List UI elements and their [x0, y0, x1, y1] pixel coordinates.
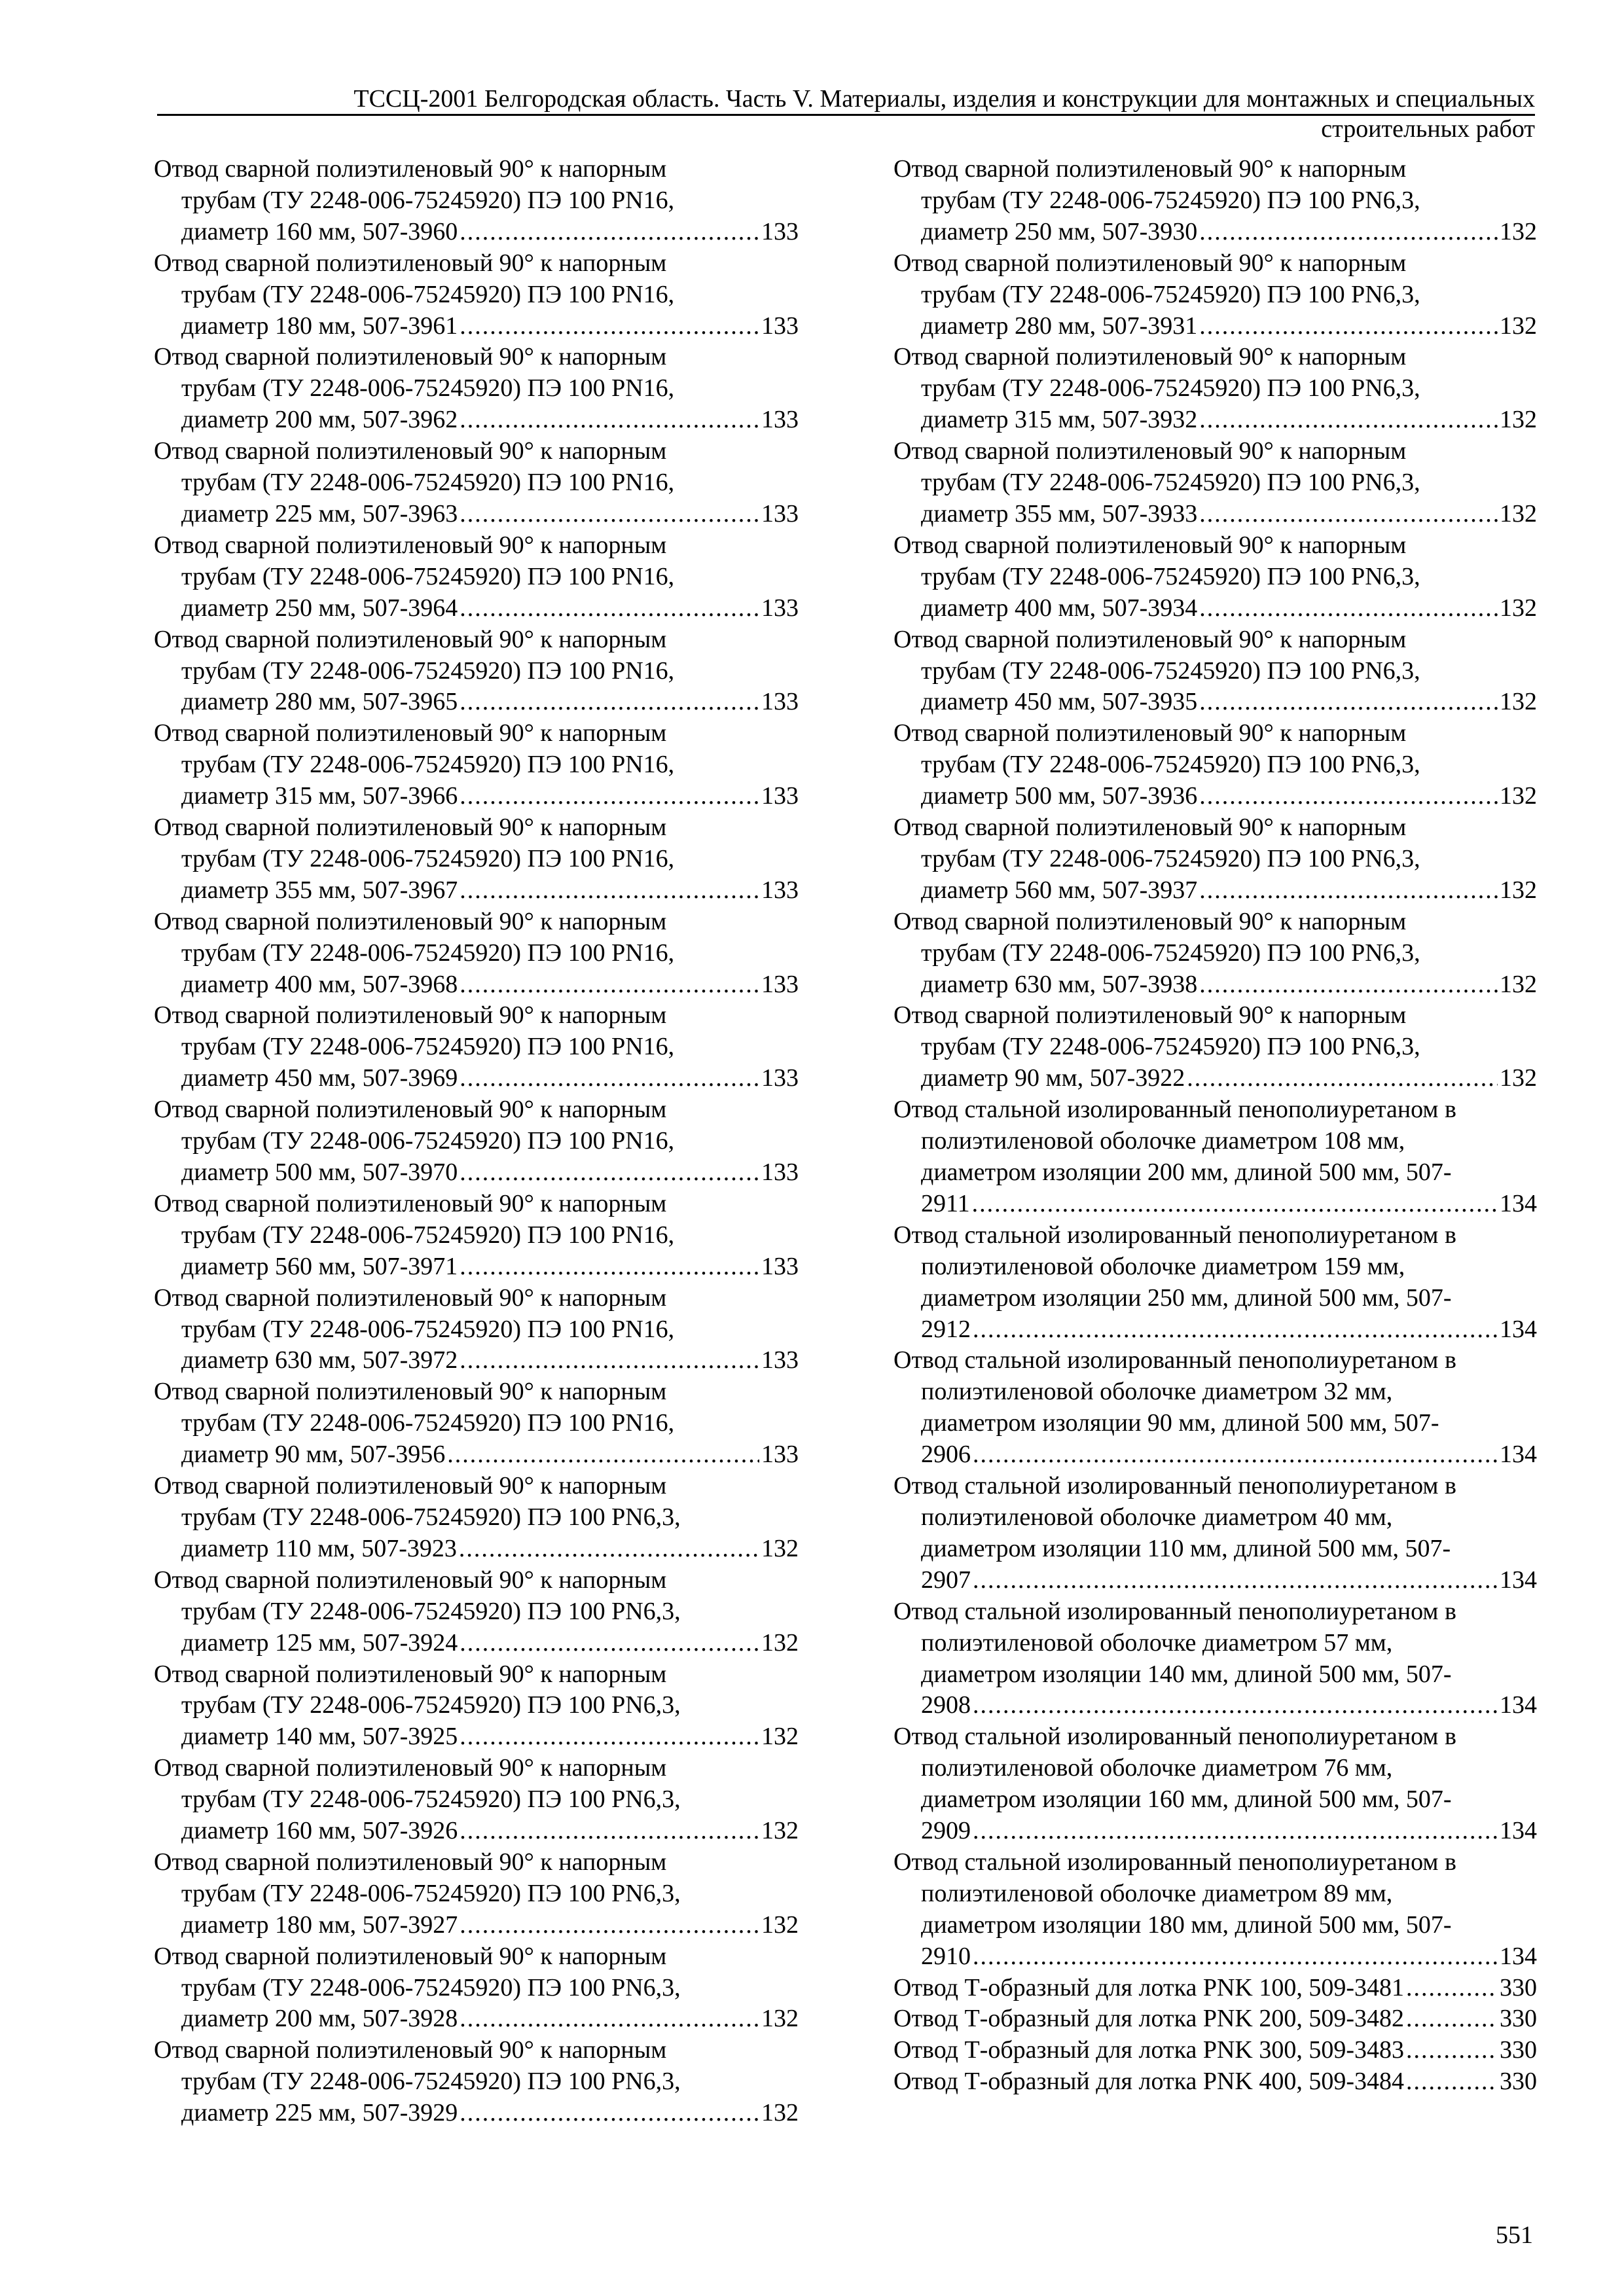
index-entry [893, 154, 1537, 248]
entry-final-text: диаметр 630 мм, 507-3972 [181, 1346, 458, 1374]
index-entry [154, 1094, 799, 1189]
index-entry [893, 1721, 1537, 1847]
entry-final-text: 2907 [921, 1566, 971, 1594]
entry-text-line: диаметром изоляции 110 мм, длиной 500 мм, 507- [921, 1534, 1451, 1562]
entry-text-line: Отвод стальной изолированный пенополиуретаном в [893, 1221, 1456, 1249]
entry-final-text: диаметр 355 мм, 507-3967 [181, 876, 458, 904]
entry-text-line: трубам (ТУ 2248-006-75245920) ПЭ 100 PN16, [181, 469, 675, 497]
index-entry [893, 2066, 1537, 2098]
index-entry [893, 1094, 1537, 1220]
entry-text-line: трубам (ТУ 2248-006-75245920) ПЭ 100 PN6,3, [921, 280, 1420, 308]
entry-page-ref: 134 [1500, 1691, 1537, 1719]
entry-text-line: трубам (ТУ 2248-006-75245920) ПЭ 100 PN16, [181, 844, 675, 872]
entry-final-text: диаметр 450 мм, 507-3969 [181, 1064, 458, 1092]
entry-text-line: Отвод сварной полиэтиленовый 90° к напорным [154, 625, 667, 653]
entry-text-line: Отвод стальной изолированный пенополиуретаном в [893, 1472, 1456, 1500]
entry-text-line: полиэтиленовой оболочке диаметром 89 мм, [921, 1879, 1393, 1907]
entry-text-line: Отвод сварной полиэтиленовый 90° к напорным [893, 719, 1407, 747]
dot-leader [460, 311, 759, 342]
entry-page-ref: 134 [1500, 1566, 1537, 1594]
entry-text-line: трубам (ТУ 2248-006-75245920) ПЭ 100 PN16, [181, 1127, 675, 1155]
index-column-left [154, 154, 799, 2129]
entry-page-ref: 133 [761, 217, 799, 245]
dot-leader [460, 781, 759, 812]
dot-leader [1406, 2066, 1498, 2098]
entry-last-line [893, 1690, 1537, 1721]
entry-page-ref: 132 [1500, 312, 1537, 340]
dot-leader [973, 1314, 1498, 1346]
entry-page-ref: 132 [1500, 406, 1537, 434]
entry-text-line: Отвод сварной полиэтиленовый 90° к напорным [154, 1848, 667, 1876]
dot-leader [460, 1816, 759, 1847]
entry-final-text: диаметр 140 мм, 507-3925 [181, 1723, 458, 1751]
entry-text-line: трубам (ТУ 2248-006-75245920) ПЭ 100 PN6,3, [181, 1785, 681, 1814]
entry-last-line [154, 1816, 799, 1847]
entry-text-line: полиэтиленовой оболочке диаметром 159 мм, [921, 1252, 1405, 1280]
header-title-line2: строительных работ [1321, 115, 1535, 143]
dot-leader [1199, 311, 1498, 342]
entry-text-line: Отвод сварной полиэтиленовый 90° к напорным [893, 437, 1407, 465]
entry-text-line: диаметром изоляции 160 мм, длиной 500 мм, 507- [921, 1785, 1452, 1814]
index-entry [893, 2035, 1537, 2066]
entry-text-line: Отвод сварной полиэтиленовый 90° к напорным [154, 719, 667, 747]
entry-last-line [893, 1973, 1537, 2004]
index-entry [893, 812, 1537, 906]
entry-text-line: трубам (ТУ 2248-006-75245920) ПЭ 100 PN6,3, [181, 2068, 681, 2096]
dot-leader [972, 1189, 1498, 1220]
entry-last-line [893, 1565, 1537, 1596]
entry-text-line: трубам (ТУ 2248-006-75245920) ПЭ 100 PN6,3, [921, 844, 1420, 872]
entry-text-line: Отвод сварной полиэтиленовый 90° к напорным [893, 1001, 1407, 1030]
dot-leader [1406, 2003, 1498, 2035]
entry-final-text: диаметр 110 мм, 507-3923 [181, 1534, 457, 1562]
entry-text-line: трубам (ТУ 2248-006-75245920) ПЭ 100 PN6,3, [921, 374, 1420, 403]
index-entry [154, 812, 799, 906]
entry-page-ref: 133 [761, 312, 799, 340]
index-entry [893, 530, 1537, 624]
entry-text-line: Отвод сварной полиэтиленовый 90° к напорным [154, 1660, 667, 1688]
index-entry [154, 1659, 799, 1753]
entry-final-text: диаметр 630 мм, 507-3938 [921, 970, 1198, 998]
entry-text-line: трубам (ТУ 2248-006-75245920) ПЭ 100 PN16, [181, 280, 675, 308]
entry-text-line: Отвод сварной полиэтиленовый 90° к напорным [154, 814, 667, 842]
entry-text-line: диаметром изоляции 180 мм, длиной 500 мм, 507- [921, 1910, 1452, 1939]
entry-final-text: диаметр 315 мм, 507-3932 [921, 406, 1198, 434]
dot-leader [460, 217, 759, 248]
entry-last-line [893, 2066, 1537, 2098]
entry-page-ref: 132 [761, 2099, 799, 2127]
entry-text-line: Отвод сварной полиэтиленовый 90° к напорным [893, 531, 1407, 559]
header-title-line1: ТССЦ-2001 Белгородская область. Часть V. Материалы, изделия и конструкции для монтажных и специальных [353, 85, 1535, 113]
index-entry [154, 154, 799, 248]
entry-page-ref: 133 [761, 406, 799, 434]
entry-last-line [154, 1628, 799, 1659]
dot-leader [460, 875, 759, 906]
entry-text-line: трубам (ТУ 2248-006-75245920) ПЭ 100 PN6,3, [181, 1597, 681, 1625]
entry-final-text: диаметр 160 мм, 507-3960 [181, 217, 458, 245]
index-entry [893, 906, 1537, 1001]
entry-page-ref: 132 [1500, 217, 1537, 245]
entry-page-ref: 133 [761, 1441, 799, 1469]
entry-last-line [154, 2098, 799, 2129]
entry-last-line [893, 1189, 1537, 1220]
entry-last-line [893, 781, 1537, 812]
entry-final-text: 2906 [921, 1441, 971, 1469]
entry-text-line: трубам (ТУ 2248-006-75245920) ПЭ 100 PN6,3, [921, 939, 1420, 967]
index-entry [893, 718, 1537, 812]
dot-leader [459, 1534, 759, 1565]
index-entry [154, 1753, 799, 1847]
index-entry [893, 342, 1537, 436]
entry-text-line: полиэтиленовой оболочке диаметром 76 мм, [921, 1754, 1393, 1782]
entry-page-ref: 133 [761, 782, 799, 810]
entry-page-ref: 133 [761, 688, 799, 716]
dot-leader [460, 1628, 759, 1659]
entry-text-line: трубам (ТУ 2248-006-75245920) ПЭ 100 PN16, [181, 751, 675, 779]
entry-text-line: трубам (ТУ 2248-006-75245920) ПЭ 100 PN6,3, [181, 1691, 681, 1719]
index-entry [154, 248, 799, 342]
entry-page-ref: 132 [1500, 594, 1537, 622]
dot-leader [1199, 593, 1498, 624]
entry-text-line: трубам (ТУ 2248-006-75245920) ПЭ 100 PN16, [181, 1033, 675, 1061]
entry-last-line [893, 404, 1537, 436]
entry-text-line: диаметром изоляции 90 мм, длиной 500 мм, 507- [921, 1409, 1439, 1437]
entry-page-ref: 132 [761, 1628, 799, 1657]
index-entry [154, 1189, 799, 1283]
entry-last-line [154, 1157, 799, 1189]
index-entry [893, 1471, 1537, 1596]
entry-last-line [154, 781, 799, 812]
entry-text-line: трубам (ТУ 2248-006-75245920) ПЭ 100 PN6,3, [921, 186, 1420, 214]
entry-page-ref: 132 [1500, 499, 1537, 528]
entry-text-line: Отвод сварной полиэтиленовый 90° к напорным [893, 625, 1407, 653]
entry-last-line [154, 311, 799, 342]
dot-leader [460, 1910, 759, 1941]
entry-final-text: 2911 [921, 1189, 970, 1217]
entry-text-line: Отвод сварной полиэтиленовый 90° к напорным [893, 249, 1407, 277]
entry-final-text: диаметр 125 мм, 507-3924 [181, 1628, 458, 1657]
dot-leader [1199, 499, 1498, 530]
index-entry [893, 1973, 1537, 2004]
dot-leader [460, 404, 759, 436]
entry-text-line: диаметром изоляции 250 мм, длиной 500 мм, 507- [921, 1283, 1452, 1312]
index-entry [893, 1847, 1537, 1973]
entry-final-text: диаметр 250 мм, 507-3930 [921, 217, 1198, 245]
entry-final-text: диаметр 560 мм, 507-3971 [181, 1252, 458, 1280]
entry-final-text: Отвод Т-образный для лотка PNK 300, 509-3483 [893, 2036, 1405, 2064]
index-entry [893, 1000, 1537, 1094]
entry-text-line: трубам (ТУ 2248-006-75245920) ПЭ 100 PN16, [181, 1409, 675, 1437]
entry-last-line [154, 687, 799, 718]
entry-page-ref: 132 [761, 1723, 799, 1751]
entry-last-line [154, 404, 799, 436]
entry-text-line: трубам (ТУ 2248-006-75245920) ПЭ 100 PN6,3, [181, 1973, 681, 2001]
entry-last-line [154, 499, 799, 530]
index-entry [893, 436, 1537, 530]
dot-leader [460, 1251, 759, 1283]
dot-leader [460, 687, 759, 718]
entry-page-ref: 133 [761, 1064, 799, 1092]
entry-text-line: Отвод сварной полиэтиленовый 90° к напорным [154, 531, 667, 559]
entry-last-line [154, 1910, 799, 1941]
dot-leader [1199, 969, 1498, 1001]
dot-leader [1199, 217, 1498, 248]
dot-leader [447, 1439, 759, 1471]
entry-text-line: трубам (ТУ 2248-006-75245920) ПЭ 100 PN16, [181, 656, 675, 685]
index-entry [154, 1000, 799, 1094]
entry-last-line [893, 593, 1537, 624]
entry-page-ref: 132 [761, 2005, 799, 2033]
dot-leader [973, 1941, 1498, 1973]
index-entry [154, 342, 799, 436]
entry-last-line [154, 1439, 799, 1471]
entry-text-line: диаметром изоляции 200 мм, длиной 500 мм, 507- [921, 1158, 1452, 1186]
entry-final-text: диаметр 560 мм, 507-3937 [921, 876, 1198, 904]
entry-text-line: Отвод стальной изолированный пенополиуретаном в [893, 1096, 1456, 1124]
entry-final-text: диаметр 225 мм, 507-3929 [181, 2099, 458, 2127]
entry-final-text: диаметр 90 мм, 507-3956 [181, 1441, 446, 1469]
entry-last-line [893, 2003, 1537, 2035]
entry-final-text: диаметр 160 мм, 507-3926 [181, 1817, 458, 1845]
entry-final-text: диаметр 500 мм, 507-3936 [921, 782, 1198, 810]
entry-text-line: диаметром изоляции 140 мм, длиной 500 мм, 507- [921, 1660, 1452, 1688]
dot-leader [460, 1063, 759, 1094]
entry-last-line [154, 593, 799, 624]
entry-text-line: полиэтиленовой оболочке диаметром 57 мм, [921, 1628, 1393, 1657]
entry-last-line [154, 1721, 799, 1753]
entry-page-ref: 132 [761, 1534, 799, 1562]
entry-text-line: трубам (ТУ 2248-006-75245920) ПЭ 100 PN6,3, [921, 1033, 1420, 1061]
entry-final-text: диаметр 200 мм, 507-3962 [181, 406, 458, 434]
entry-page-ref: 330 [1500, 2005, 1537, 2033]
entry-final-text: диаметр 280 мм, 507-3931 [921, 312, 1198, 340]
dot-leader [460, 969, 759, 1001]
entry-final-text: 2912 [921, 1315, 971, 1343]
index-entry [154, 436, 799, 530]
index-entry [893, 1220, 1537, 1346]
entry-last-line [154, 1063, 799, 1094]
entry-final-text: диаметр 180 мм, 507-3961 [181, 312, 458, 340]
entry-final-text: 2910 [921, 1942, 971, 1970]
entry-page-ref: 132 [1500, 782, 1537, 810]
dot-leader [460, 1721, 759, 1753]
dot-leader [1406, 1973, 1498, 2004]
entry-text-line: трубам (ТУ 2248-006-75245920) ПЭ 100 PN16, [181, 1315, 675, 1343]
dot-leader [1199, 687, 1498, 718]
dot-leader [460, 2003, 759, 2035]
entry-text-line: Отвод сварной полиэтиленовый 90° к напорным [154, 2036, 667, 2064]
entry-page-ref: 132 [1500, 970, 1537, 998]
entry-page-ref: 133 [761, 594, 799, 622]
entry-final-text: 2909 [921, 1817, 971, 1845]
entry-last-line [893, 687, 1537, 718]
entry-last-line [154, 2003, 799, 2035]
entry-last-line [893, 969, 1537, 1001]
index-column-right [893, 154, 1537, 2098]
index-entry [154, 624, 799, 719]
index-entry [893, 1345, 1537, 1471]
entry-text-line: Отвод сварной полиэтиленовый 90° к напорным [893, 907, 1407, 935]
index-entry [893, 2003, 1537, 2035]
entry-page-ref: 132 [1500, 876, 1537, 904]
entry-text-line: трубам (ТУ 2248-006-75245920) ПЭ 100 PN6,3, [181, 1879, 681, 1907]
dot-leader [460, 499, 759, 530]
entry-last-line [154, 1534, 799, 1565]
entry-text-line: трубам (ТУ 2248-006-75245920) ПЭ 100 PN6,3, [921, 751, 1420, 779]
entry-page-ref: 132 [761, 1910, 799, 1939]
entry-page-ref: 134 [1500, 1817, 1537, 1845]
entry-final-text: диаметр 250 мм, 507-3964 [181, 594, 458, 622]
dot-leader [973, 1816, 1498, 1847]
entry-last-line [893, 217, 1537, 248]
entry-text-line: полиэтиленовой оболочке диаметром 32 мм, [921, 1378, 1393, 1406]
entry-page-ref: 132 [1500, 688, 1537, 716]
entry-page-ref: 330 [1500, 1973, 1537, 2001]
entry-final-text: диаметр 225 мм, 507-3963 [181, 499, 458, 528]
entry-text-line: Отвод сварной полиэтиленовый 90° к напорным [154, 1001, 667, 1030]
entry-final-text: диаметр 280 мм, 507-3965 [181, 688, 458, 716]
entry-text-line: Отвод сварной полиэтиленовый 90° к напорным [154, 1942, 667, 1970]
entry-page-ref: 330 [1500, 2036, 1537, 2064]
entry-last-line [893, 1314, 1537, 1346]
dot-leader [973, 1565, 1498, 1596]
entry-final-text: диаметр 315 мм, 507-3966 [181, 782, 458, 810]
index-entry [154, 1941, 799, 2036]
entry-last-line [154, 875, 799, 906]
entry-text-line: Отвод сварной полиэтиленовый 90° к напорным [154, 1096, 667, 1124]
entry-page-ref: 132 [761, 1817, 799, 1845]
index-entry [893, 248, 1537, 342]
entry-text-line: Отвод сварной полиэтиленовый 90° к напорным [154, 437, 667, 465]
entry-text-line: трубам (ТУ 2248-006-75245920) ПЭ 100 PN6,3, [181, 1503, 681, 1531]
entry-text-line: полиэтиленовой оболочке диаметром 40 мм, [921, 1503, 1393, 1531]
entry-final-text: диаметр 500 мм, 507-3970 [181, 1158, 458, 1186]
entry-page-ref: 134 [1500, 1315, 1537, 1343]
entry-last-line [893, 499, 1537, 530]
entry-last-line [893, 1816, 1537, 1847]
entry-last-line [893, 1439, 1537, 1471]
entry-text-line: Отвод сварной полиэтиленовый 90° к напорным [154, 343, 667, 371]
entry-page-ref: 133 [761, 1346, 799, 1374]
dot-leader [973, 1439, 1498, 1471]
index-entry [154, 2035, 799, 2129]
entry-page-ref: 132 [1500, 1064, 1537, 1092]
entry-text-line: Отвод сварной полиэтиленовый 90° к напорным [154, 249, 667, 277]
entry-page-ref: 133 [761, 970, 799, 998]
dot-leader [1199, 404, 1498, 436]
index-entry [154, 1565, 799, 1659]
index-entry [154, 1283, 799, 1377]
dot-leader [460, 1157, 759, 1189]
dot-leader [1406, 2035, 1498, 2066]
entry-text-line: трубам (ТУ 2248-006-75245920) ПЭ 100 PN16, [181, 562, 675, 590]
entry-page-ref: 133 [761, 1158, 799, 1186]
entry-text-line: Отвод сварной полиэтиленовый 90° к напорным [154, 1472, 667, 1500]
entry-page-ref: 133 [761, 1252, 799, 1280]
entry-final-text: диаметр 180 мм, 507-3927 [181, 1910, 458, 1939]
entry-final-text: Отвод Т-образный для лотка PNK 100, 509-3481 [893, 1973, 1405, 2001]
entry-page-ref: 134 [1500, 1189, 1537, 1217]
entry-text-line: трубам (ТУ 2248-006-75245920) ПЭ 100 PN6,3, [921, 469, 1420, 497]
entry-page-ref: 133 [761, 876, 799, 904]
entry-text-line: Отвод сварной полиэтиленовый 90° к напорным [893, 343, 1407, 371]
entry-page-ref: 134 [1500, 1942, 1537, 1970]
entry-text-line: трубам (ТУ 2248-006-75245920) ПЭ 100 PN6,3, [921, 562, 1420, 590]
index-entry [893, 1596, 1537, 1722]
entry-text-line: полиэтиленовой оболочке диаметром 108 мм, [921, 1127, 1405, 1155]
entry-final-text: диаметр 90 мм, 507-3922 [921, 1064, 1185, 1092]
entry-text-line: Отвод сварной полиэтиленовый 90° к напорным [154, 155, 667, 183]
entry-text-line: трубам (ТУ 2248-006-75245920) ПЭ 100 PN16, [181, 374, 675, 403]
running-header [157, 84, 1535, 143]
entry-final-text: диаметр 200 мм, 507-3928 [181, 2005, 458, 2033]
entry-text-line: трубам (ТУ 2248-006-75245920) ПЭ 100 PN16, [181, 186, 675, 214]
entry-final-text: Отвод Т-образный для лотка PNK 400, 509-3484 [893, 2068, 1405, 2096]
entry-text-line: Отвод сварной полиэтиленовый 90° к напорным [154, 1189, 667, 1217]
entry-last-line [893, 2035, 1537, 2066]
dot-leader [1199, 875, 1498, 906]
dot-leader [1187, 1063, 1498, 1094]
entry-page-ref: 133 [761, 499, 799, 528]
entry-final-text: диаметр 400 мм, 507-3934 [921, 594, 1198, 622]
entry-last-line [154, 969, 799, 1001]
entry-text-line: Отвод сварной полиэтиленовый 90° к напорным [154, 907, 667, 935]
entry-text-line: Отвод стальной изолированный пенополиуретаном в [893, 1848, 1456, 1876]
entry-text-line: Отвод стальной изолированный пенополиуретаном в [893, 1597, 1456, 1625]
entry-text-line: Отвод сварной полиэтиленовый 90° к напорным [893, 814, 1407, 842]
entry-text-line: Отвод сварной полиэтиленовый 90° к напорным [154, 1566, 667, 1594]
entry-text-line: трубам (ТУ 2248-006-75245920) ПЭ 100 PN6,3, [921, 656, 1420, 685]
entry-last-line [893, 1063, 1537, 1094]
dot-leader [973, 1690, 1498, 1721]
entry-final-text: 2908 [921, 1691, 971, 1719]
index-entry [154, 718, 799, 812]
index-entry [154, 906, 799, 1001]
dot-leader [460, 2098, 759, 2129]
entry-last-line [154, 1251, 799, 1283]
entry-text-line: Отвод сварной полиэтиленовый 90° к напорным [893, 155, 1407, 183]
entry-text-line: трубам (ТУ 2248-006-75245920) ПЭ 100 PN16, [181, 1221, 675, 1249]
entry-page-ref: 330 [1500, 2068, 1537, 2096]
entry-last-line [154, 1345, 799, 1376]
entry-text-line: трубам (ТУ 2248-006-75245920) ПЭ 100 PN16, [181, 939, 675, 967]
entry-last-line [893, 311, 1537, 342]
dot-leader [1199, 781, 1498, 812]
entry-text-line: Отвод сварной полиэтиленовый 90° к напорным [154, 1754, 667, 1782]
index-entry [154, 1471, 799, 1565]
entry-text-line: Отвод стальной изолированный пенополиуретаном в [893, 1346, 1456, 1374]
entry-last-line [893, 1941, 1537, 1973]
entry-last-line [893, 875, 1537, 906]
index-entry [154, 1847, 799, 1941]
entry-final-text: диаметр 400 мм, 507-3968 [181, 970, 458, 998]
index-entry [154, 1376, 799, 1471]
index-entry [154, 530, 799, 624]
entry-text-line: Отвод стальной изолированный пенополиуретаном в [893, 1723, 1456, 1751]
entry-last-line [154, 217, 799, 248]
index-entry [893, 624, 1537, 719]
entry-final-text: Отвод Т-образный для лотка PNK 200, 509-3482 [893, 2005, 1405, 2033]
entry-page-ref: 134 [1500, 1441, 1537, 1469]
entry-text-line: Отвод сварной полиэтиленовый 90° к напорным [154, 1283, 667, 1312]
page-number: 551 [1496, 2221, 1533, 2249]
dot-leader [460, 1345, 759, 1376]
entry-text-line: Отвод сварной полиэтиленовый 90° к напорным [154, 1378, 667, 1406]
entry-final-text: диаметр 450 мм, 507-3935 [921, 688, 1198, 716]
dot-leader [460, 593, 759, 624]
entry-final-text: диаметр 355 мм, 507-3933 [921, 499, 1198, 528]
